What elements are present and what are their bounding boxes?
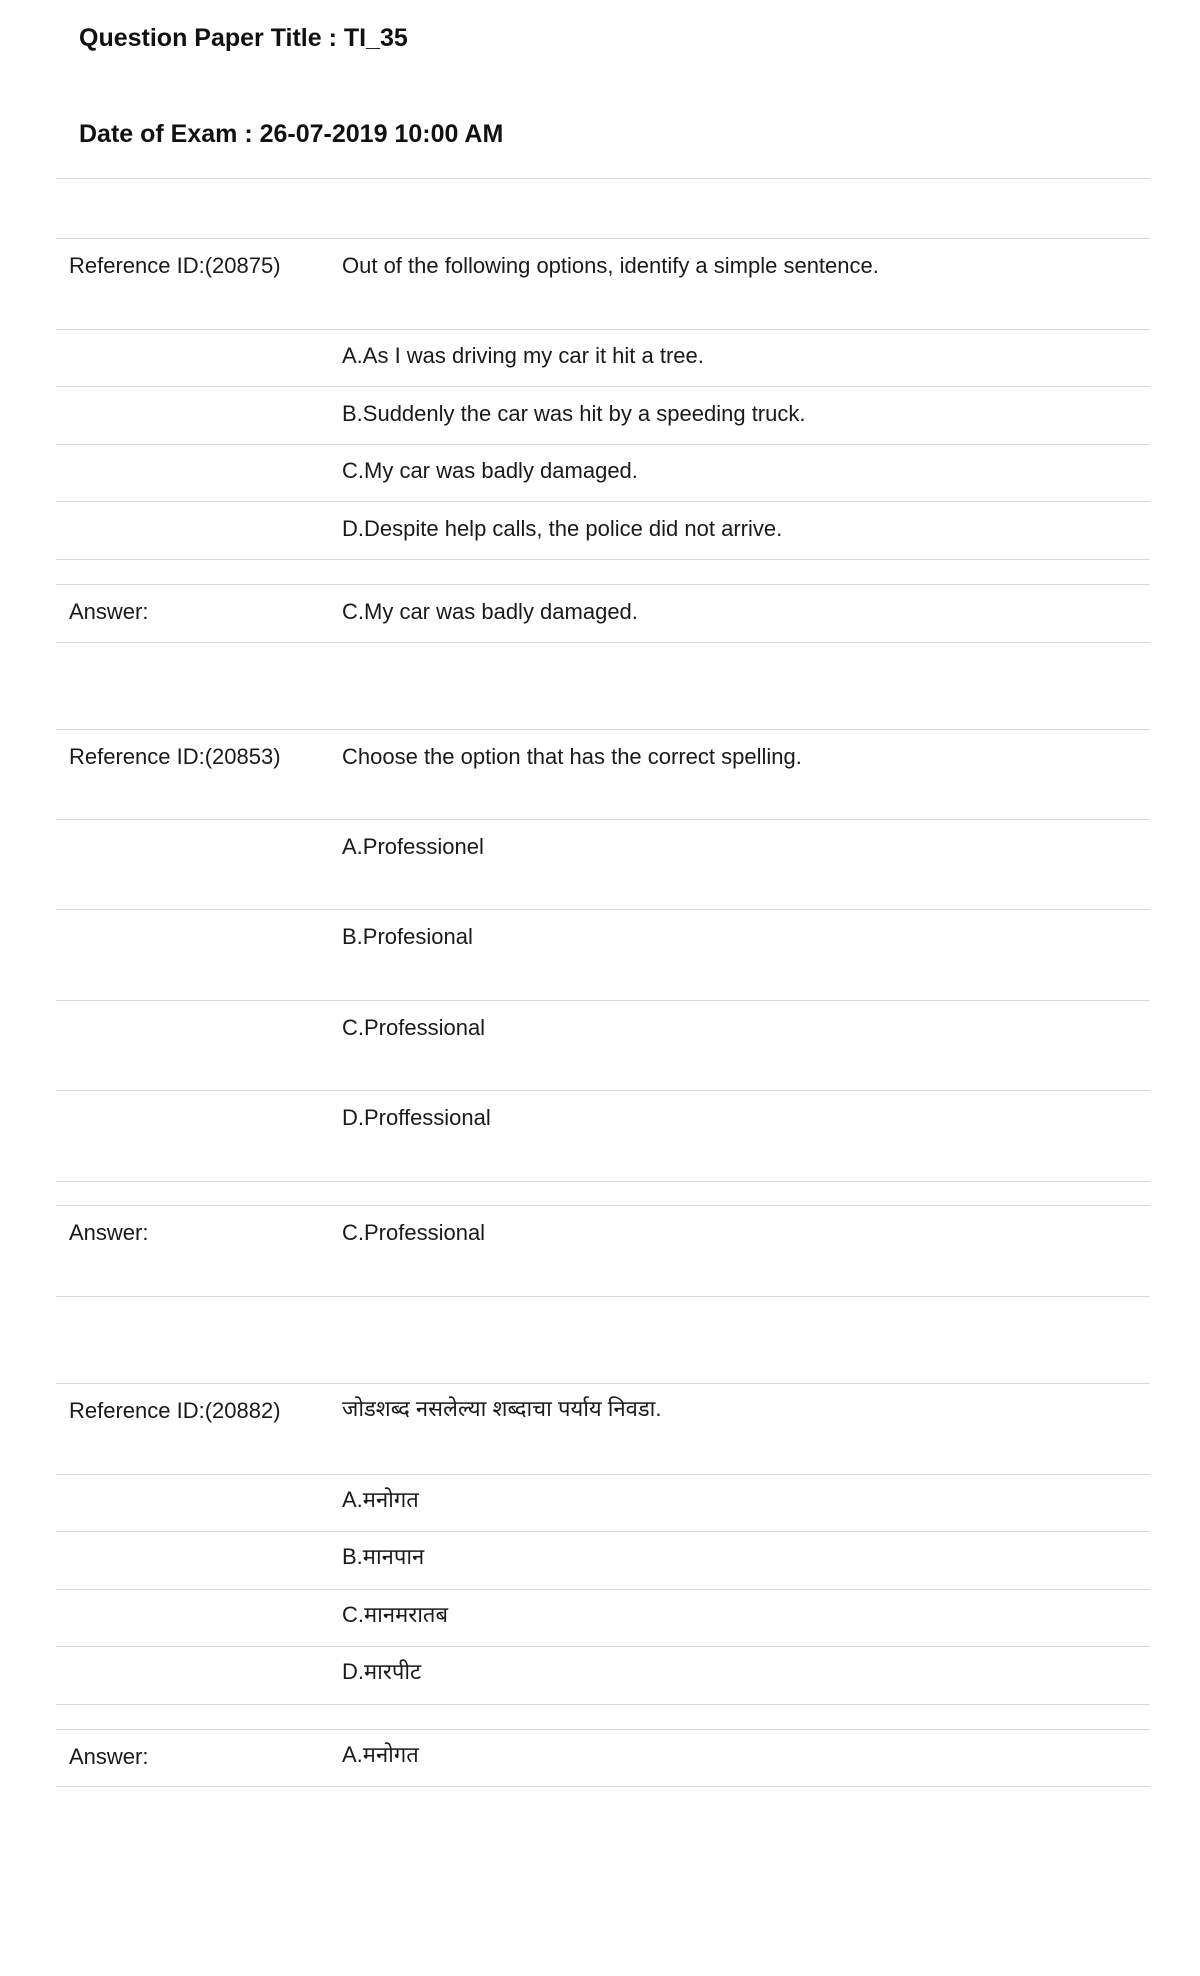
- divider: [56, 238, 1150, 239]
- divider: [56, 1181, 1150, 1182]
- divider: [56, 1786, 1150, 1787]
- option-a: A.Professionel: [342, 834, 484, 859]
- divider: [56, 1704, 1150, 1705]
- divider: [56, 729, 1150, 730]
- answer-text: C.Professional: [342, 1220, 486, 1245]
- question-text: जोडशब्द नसलेल्या शब्दाचा पर्याय निवडा.: [342, 1396, 662, 1421]
- divider: [56, 178, 1150, 179]
- divider: [56, 1474, 1150, 1475]
- divider: [56, 1090, 1150, 1091]
- reference-id: Reference ID:(20875): [69, 253, 281, 278]
- option-a: A.As I was driving my car it hit a tree.: [342, 343, 704, 368]
- divider: [56, 584, 1150, 585]
- option-a: A.मनोगत: [342, 1487, 419, 1512]
- divider: [56, 909, 1150, 910]
- divider: [56, 559, 1150, 560]
- option-d: D.Despite help calls, the police did not arrive.: [342, 516, 783, 541]
- divider: [56, 642, 1150, 643]
- divider: [56, 1000, 1150, 1001]
- question-text: Choose the option that has the correct spelling.: [342, 744, 802, 769]
- divider: [56, 501, 1150, 502]
- answer-label: Answer:: [69, 1744, 149, 1769]
- option-d: D.मारपीट: [342, 1659, 422, 1684]
- reference-id: Reference ID:(20853): [69, 744, 281, 769]
- divider: [56, 1589, 1150, 1590]
- divider: [56, 329, 1150, 330]
- divider: [56, 1205, 1150, 1206]
- divider: [56, 444, 1150, 445]
- option-c: C.My car was badly damaged.: [342, 458, 638, 483]
- answer-label: Answer:: [69, 1220, 149, 1245]
- divider: [56, 1729, 1150, 1730]
- divider: [56, 1383, 1150, 1384]
- answer-text: A.मनोगत: [342, 1742, 419, 1767]
- option-b: B.Suddenly the car was hit by a speeding truck.: [342, 401, 806, 426]
- divider: [56, 386, 1150, 387]
- reference-id: Reference ID:(20882): [69, 1398, 281, 1423]
- option-c: C.Professional: [342, 1015, 486, 1040]
- question-text: Out of the following options, identify a simple sentence.: [342, 253, 879, 278]
- divider: [56, 1296, 1150, 1297]
- exam-date: Date of Exam : 26-07-2019 10:00 AM: [79, 120, 504, 148]
- divider: [56, 819, 1150, 820]
- option-c: C.मानमरातब: [342, 1602, 449, 1627]
- paper-title: Question Paper Title : TI_35: [79, 24, 408, 52]
- option-b: B.Profesional: [342, 924, 473, 949]
- option-b: B.मानपान: [342, 1544, 425, 1569]
- divider: [56, 1531, 1150, 1532]
- answer-text: C.My car was badly damaged.: [342, 599, 638, 624]
- divider: [56, 1646, 1150, 1647]
- option-d: D.Proffessional: [342, 1105, 491, 1130]
- answer-label: Answer:: [69, 599, 149, 624]
